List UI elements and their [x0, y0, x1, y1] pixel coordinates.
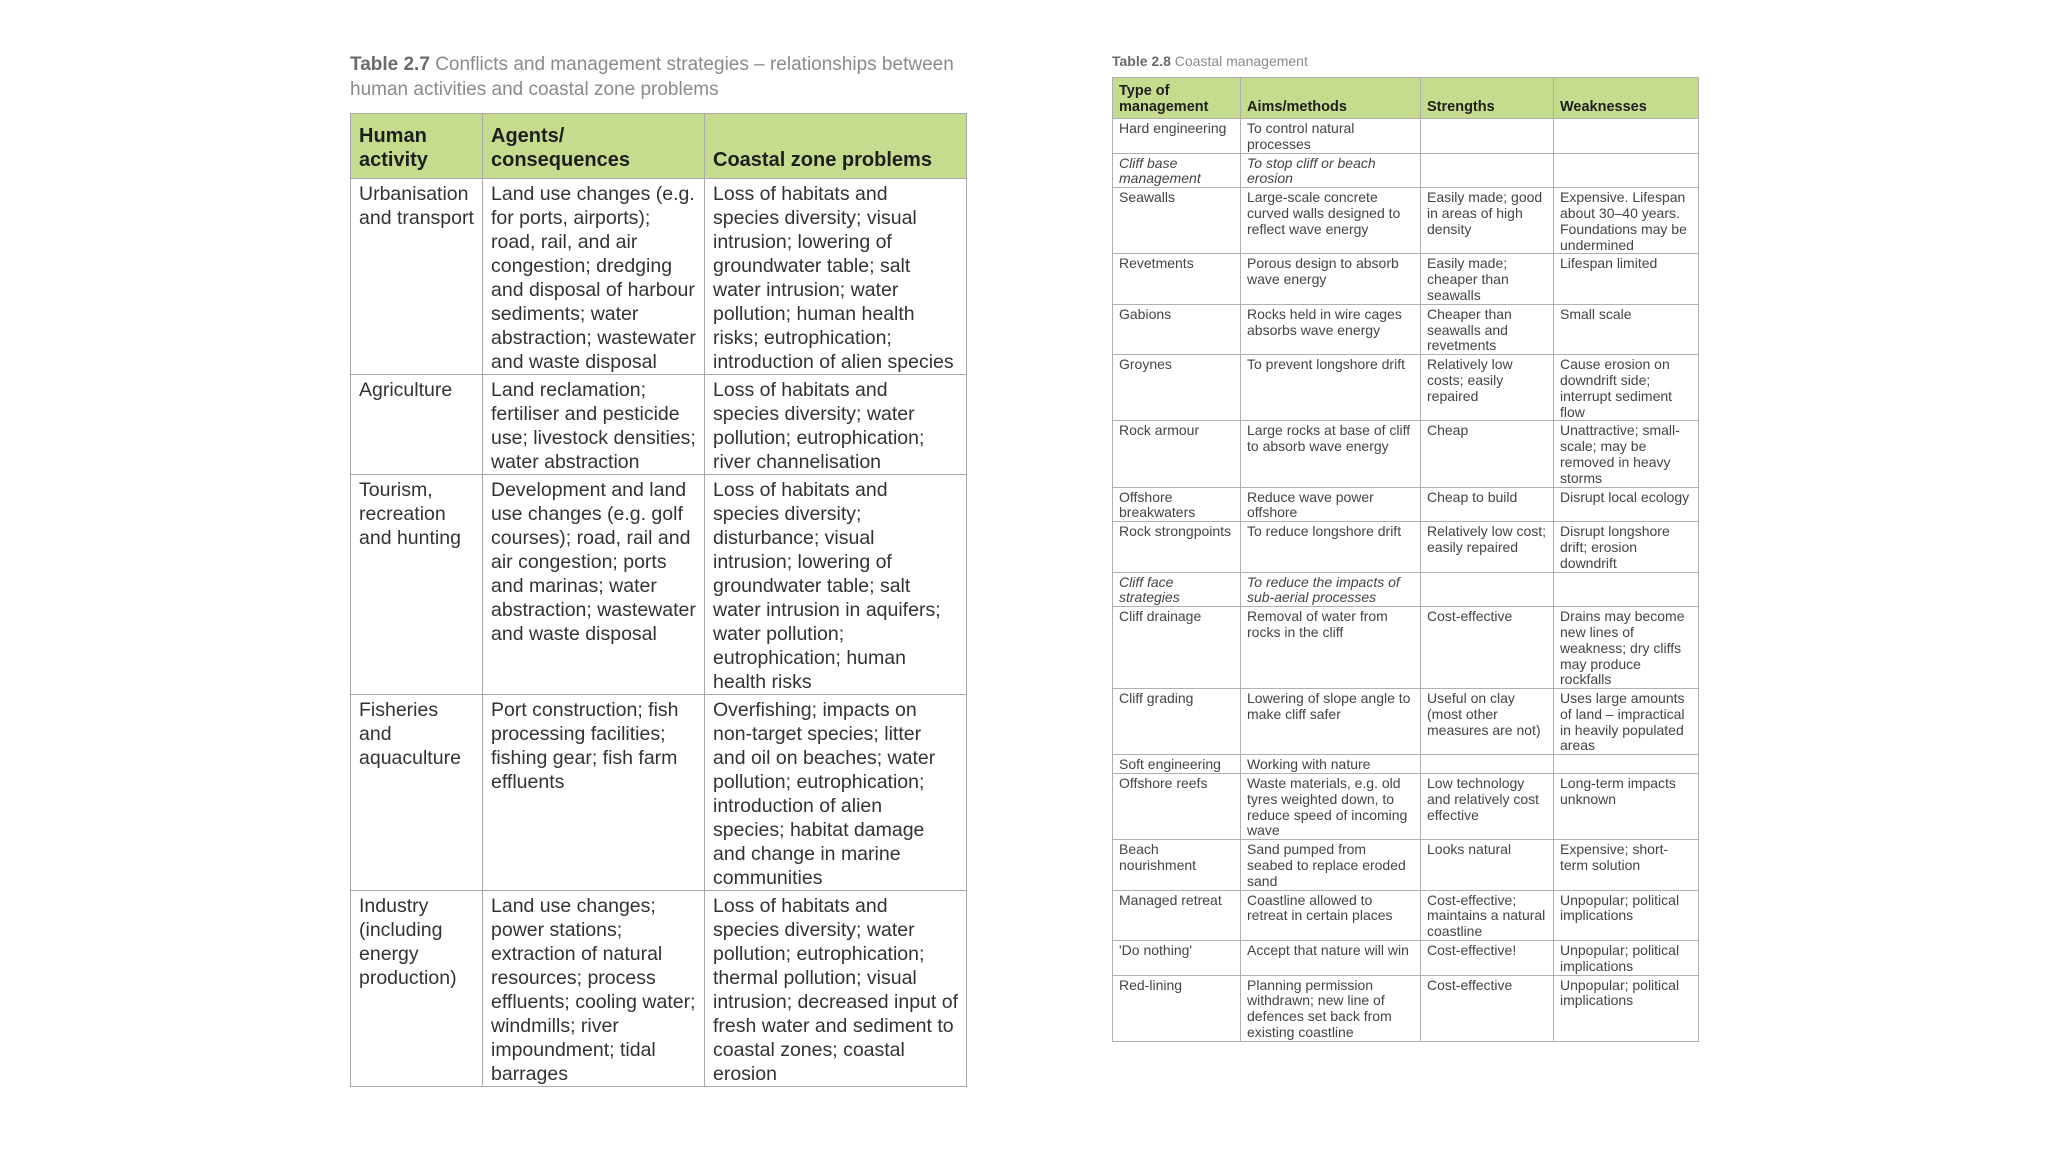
table-cell: Cliff base management	[1113, 153, 1241, 188]
table-cell: Gabions	[1113, 304, 1241, 354]
table-cell: Expensive; short-term solution	[1554, 840, 1699, 890]
table-2-7-header-cell: Human activity	[351, 114, 483, 179]
table-cell: Development and land use changes (e.g. golf courses); road, rail and air congestion; ports and marinas; water abstraction; wastewater and waste disposal	[483, 475, 705, 695]
table-cell: Loss of habitats and species diversity; disturbance; visual intrusion; lowering of groundwater table; salt water intrusion in aquifers; water pollution; eutrophication; human health risks	[705, 475, 967, 695]
table-row	[1113, 941, 1699, 976]
table-2-8-header-cell: Strengths	[1421, 78, 1554, 119]
table-cell: Large-scale concrete curved walls designed to reflect wave energy	[1241, 188, 1421, 254]
table-2-7-header-row	[351, 114, 967, 179]
table-cell: Long-term impacts unknown	[1554, 774, 1699, 840]
table-row	[1113, 689, 1699, 755]
table-cell: Seawalls	[1113, 188, 1241, 254]
table-cell: Uses large amounts of land – impractical in heavily populated areas	[1554, 689, 1699, 755]
table-row	[1113, 890, 1699, 940]
table-cell: Port construction; fish processing facilities; fishing gear; fish farm effluents	[483, 695, 705, 891]
table-cell: Lowering of slope angle to make cliff safer	[1241, 689, 1421, 755]
table-cell: Beach nourishment	[1113, 840, 1241, 890]
table-row	[1113, 355, 1699, 421]
table-cell: Cheaper than seawalls and revetments	[1421, 304, 1554, 354]
table-cell: Cause erosion on downdrift side; interrupt sediment flow	[1554, 355, 1699, 421]
table-2-8-body	[1113, 119, 1699, 1042]
table-cell: To prevent longshore drift	[1241, 355, 1421, 421]
table-cell: To control natural processes	[1241, 119, 1421, 154]
table-row	[351, 375, 967, 475]
table-cell: Hard engineering	[1113, 119, 1241, 154]
table-2-8	[1112, 77, 1699, 1042]
table-cell	[1421, 119, 1554, 154]
table-2-8-header-cell: Weaknesses	[1554, 78, 1699, 119]
table-row	[351, 179, 967, 375]
table-cell: To reduce longshore drift	[1241, 522, 1421, 572]
table-cell: Land use changes (e.g. for ports, airports); road, rail, and air congestion; dredging and disposal of harbour sediments; water abstraction; wastewater and waste disposal	[483, 179, 705, 375]
table-cell: Easily made; cheaper than seawalls	[1421, 254, 1554, 304]
table-2-7-title: Conflicts and management strategies – relationships between human activities and coastal zone problems	[350, 54, 954, 100]
table-row	[1113, 254, 1699, 304]
table-cell: Low technology and relatively cost effective	[1421, 774, 1554, 840]
table-cell: Cost-effective!	[1421, 941, 1554, 976]
table-row	[351, 475, 967, 695]
table-cell: Land reclamation; fertiliser and pesticide use; livestock densities; water abstraction	[483, 375, 705, 475]
table-cell: Useful on clay (most other measures are not)	[1421, 689, 1554, 755]
table-cell: Offshore breakwaters	[1113, 487, 1241, 522]
table-2-7-header-cell: Coastal zone problems	[705, 114, 967, 179]
table-cell: Coastline allowed to retreat in certain places	[1241, 890, 1421, 940]
table-cell: Loss of habitats and species diversity; water pollution; eutrophication; river channelisation	[705, 375, 967, 475]
table-cell: Cliff face strategies	[1113, 572, 1241, 607]
table-cell: Cliff drainage	[1113, 607, 1241, 689]
table-row	[1113, 119, 1699, 154]
table-cell: Loss of habitats and species diversity; visual intrusion; lowering of groundwater table; salt water intrusion; water pollution; human health risks; eutrophication; introduction of alien species	[705, 179, 967, 375]
table-cell: Cheap	[1421, 421, 1554, 487]
table-cell: Managed retreat	[1113, 890, 1241, 940]
table-cell: Groynes	[1113, 355, 1241, 421]
table-cell: Fisheries and aquaculture	[351, 695, 483, 891]
table-cell: Revetments	[1113, 254, 1241, 304]
table-cell: To stop cliff or beach erosion	[1241, 153, 1421, 188]
table-2-8-number: Table 2.8	[1112, 53, 1171, 69]
table-cell: Unpopular; political implications	[1554, 975, 1699, 1041]
table-cell: Cheap to build	[1421, 487, 1554, 522]
table-cell: Offshore reefs	[1113, 774, 1241, 840]
table-cell: Disrupt local ecology	[1554, 487, 1699, 522]
table-row	[1113, 304, 1699, 354]
table-row	[1113, 487, 1699, 522]
table-2-7-caption	[350, 52, 970, 102]
table-row	[1113, 755, 1699, 774]
table-cell: Cost-effective	[1421, 607, 1554, 689]
table-cell: Rock strongpoints	[1113, 522, 1241, 572]
table-cell: To reduce the impacts of sub-aerial processes	[1241, 572, 1421, 607]
table-cell: Land use changes; power stations; extraction of natural resources; process effluents; cooling water; windmills; river impoundment; tidal barrages	[483, 891, 705, 1087]
table-cell	[1421, 572, 1554, 607]
table-2-7-body	[351, 179, 967, 1087]
table-row	[1113, 840, 1699, 890]
table-row	[1113, 421, 1699, 487]
table-cell: Large rocks at base of cliff to absorb wave energy	[1241, 421, 1421, 487]
table-2-8-header-row	[1113, 78, 1699, 119]
table-row	[1113, 188, 1699, 254]
table-cell: Lifespan limited	[1554, 254, 1699, 304]
table-cell: Planning permission withdrawn; new line of defences set back from existing coastline	[1241, 975, 1421, 1041]
table-cell	[1554, 572, 1699, 607]
table-cell: Small scale	[1554, 304, 1699, 354]
table-cell: Cliff grading	[1113, 689, 1241, 755]
table-2-8-header-cell: Aims/methods	[1241, 78, 1421, 119]
table-2-8-caption	[1112, 52, 1712, 70]
table-2-8-title: Coastal management	[1174, 53, 1308, 69]
table-cell: Accept that nature will win	[1241, 941, 1421, 976]
table-row	[1113, 153, 1699, 188]
table-cell	[1554, 755, 1699, 774]
table-cell: Disrupt longshore drift; erosion downdrift	[1554, 522, 1699, 572]
table-cell: Rock armour	[1113, 421, 1241, 487]
table-row	[1113, 607, 1699, 689]
table-cell: Unpopular; political implications	[1554, 890, 1699, 940]
table-cell: Rocks held in wire cages absorbs wave energy	[1241, 304, 1421, 354]
table-row	[351, 695, 967, 891]
table-cell: Cost-effective; maintains a natural coastline	[1421, 890, 1554, 940]
table-2-7	[350, 113, 967, 1087]
table-cell: Porous design to absorb wave energy	[1241, 254, 1421, 304]
table-cell	[1554, 119, 1699, 154]
table-row	[1113, 774, 1699, 840]
table-cell: Industry (including energy production)	[351, 891, 483, 1087]
table-row	[1113, 522, 1699, 572]
table-cell: Cost-effective	[1421, 975, 1554, 1041]
table-cell: Relatively low costs; easily repaired	[1421, 355, 1554, 421]
table-cell: 'Do nothing'	[1113, 941, 1241, 976]
table-cell: Expensive. Lifespan about 30–40 years. Foundations may be undermined	[1554, 188, 1699, 254]
table-2-8-header-cell: Type of management	[1113, 78, 1241, 119]
table-cell: Soft engineering	[1113, 755, 1241, 774]
table-cell: Working with nature	[1241, 755, 1421, 774]
table-cell: Unattractive; small-scale; may be removed in heavy storms	[1554, 421, 1699, 487]
table-row	[1113, 572, 1699, 607]
table-cell: Overfishing; impacts on non-target species; litter and oil on beaches; water pollution; eutrophication; introduction of alien species; habitat damage and change in marine communities	[705, 695, 967, 891]
table-cell: Agriculture	[351, 375, 483, 475]
table-cell: Relatively low cost; easily repaired	[1421, 522, 1554, 572]
table-cell	[1421, 153, 1554, 188]
table-row	[1113, 975, 1699, 1041]
table-cell: Urbanisation and transport	[351, 179, 483, 375]
table-cell: Sand pumped from seabed to replace eroded sand	[1241, 840, 1421, 890]
table-row	[351, 891, 967, 1087]
table-cell: Unpopular; political implications	[1554, 941, 1699, 976]
table-cell: Tourism, recreation and hunting	[351, 475, 483, 695]
table-cell: Easily made; good in areas of high density	[1421, 188, 1554, 254]
table-2-7-number: Table 2.7	[350, 54, 430, 75]
table-2-7-header-cell: Agents/ consequences	[483, 114, 705, 179]
table-cell: Removal of water from rocks in the cliff	[1241, 607, 1421, 689]
table-cell: Loss of habitats and species diversity; water pollution; eutrophication; thermal pollution; visual intrusion; decreased input of fresh water and sediment to coastal zones; coastal erosion	[705, 891, 967, 1087]
table-cell	[1421, 755, 1554, 774]
table-cell: Reduce wave power offshore	[1241, 487, 1421, 522]
table-cell: Looks natural	[1421, 840, 1554, 890]
table-cell	[1554, 153, 1699, 188]
table-cell: Drains may become new lines of weakness; dry cliffs may produce rockfalls	[1554, 607, 1699, 689]
table-cell: Red-lining	[1113, 975, 1241, 1041]
table-cell: Waste materials, e.g. old tyres weighted down, to reduce speed of incoming wave	[1241, 774, 1421, 840]
